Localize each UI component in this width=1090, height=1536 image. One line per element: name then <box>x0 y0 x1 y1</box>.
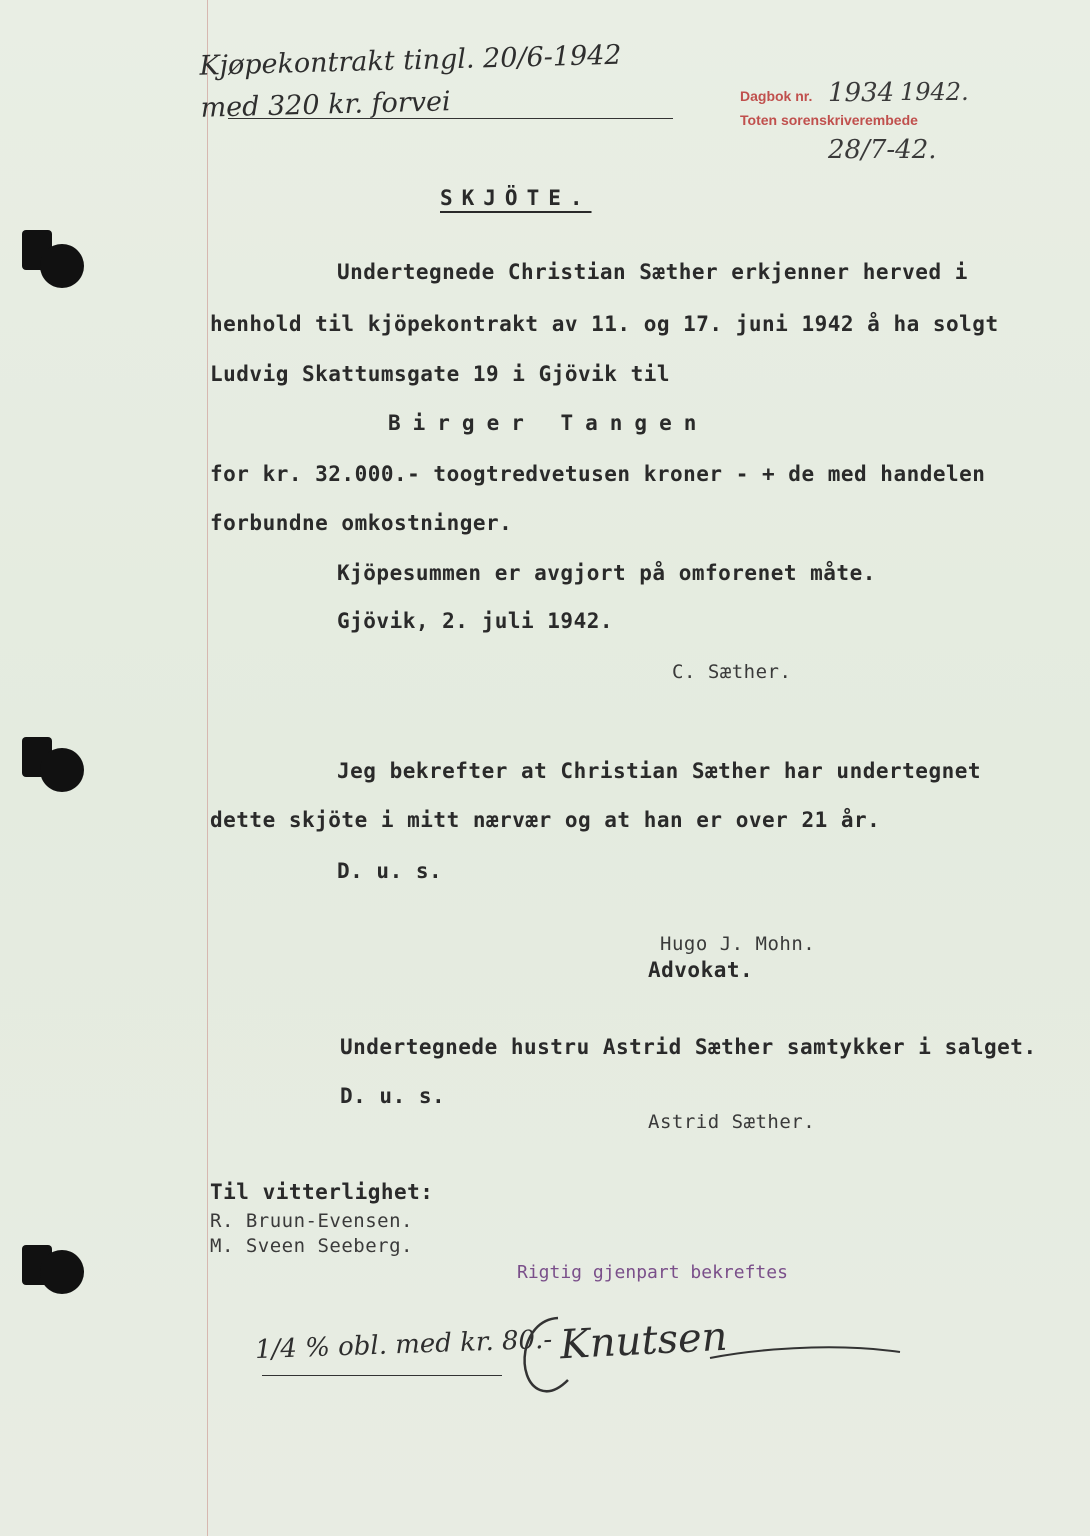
binding-hole <box>40 244 84 288</box>
binding-hole <box>40 748 84 792</box>
handnote-underline <box>228 118 673 119</box>
paragraph-line: forbundne omkostninger. <box>210 511 513 535</box>
paragraph-line: Undertegnede hustru Astrid Sæther samtykker i salget. <box>340 1035 1037 1059</box>
stamp-date: 28/7-42. <box>828 135 937 165</box>
signature-c-saether: C. Sæther. <box>672 661 792 683</box>
signature-flourish <box>510 1310 910 1400</box>
stamp-dagbok-number: 1934 <box>828 78 895 108</box>
signature-title: Advokat. <box>648 958 754 982</box>
dus-line: D. u. s. <box>340 1084 446 1108</box>
certified-copy-stamp: Rigtig gjenpart bekreftes <box>517 1262 788 1283</box>
witness-heading: Til vitterlighet: <box>210 1180 434 1204</box>
buyer-name: Birger Tangen <box>388 411 709 435</box>
clerk-signature: Knutsen <box>558 1313 729 1369</box>
signature-astrid-saether: Astrid Sæther. <box>648 1111 816 1133</box>
paragraph-line: Ludvig Skattumsgate 19 i Gjövik til <box>210 362 671 386</box>
paragraph-line: Jeg bekrefter at Christian Sæther har undertegnet <box>337 759 982 783</box>
binding-hole <box>40 1250 84 1294</box>
handnote-line1: Kjøpekontrakt tingl. 20/6-1942 med 320 kr. forvei <box>199 39 622 124</box>
witness-name: R. Bruun-Evensen. <box>210 1210 413 1232</box>
paragraph-line: dette skjöte i mitt nærvær og at han er over 21 år. <box>210 808 881 832</box>
paragraph-line: Kjöpesummen er avgjort på omforenet måte. <box>337 561 876 585</box>
registration-stamp <box>740 88 812 104</box>
signature-hugo-mohn: Hugo J. Mohn. <box>660 933 816 955</box>
dus-line: D. u. s. <box>337 859 443 883</box>
witness-name: M. Sveen Seeberg. <box>210 1235 413 1257</box>
place-date: Gjövik, 2. juli 1942. <box>337 609 614 633</box>
paragraph-line: for kr. 32.000.- toogtredvetusen kroner - + de med handelen <box>210 462 986 486</box>
fee-underline <box>262 1375 502 1376</box>
handwritten-note <box>199 34 641 129</box>
margin-line <box>207 0 208 1536</box>
stamp-office: Toten sorenskriverembede <box>740 112 918 128</box>
fee-handnote: 1/4 % obl. med kr. 80.- <box>254 1324 553 1366</box>
stamp-year: 1942. <box>900 78 969 106</box>
paragraph-line: Undertegnede Christian Sæther erkjenner herved i <box>337 260 968 284</box>
document-title: SKJÖTE. <box>440 186 592 210</box>
stamp-dagbok-label: Dagbok nr. <box>740 88 813 104</box>
paragraph-line: henhold til kjöpekontrakt av 11. og 17. juni 1942 å ha solgt <box>210 312 999 336</box>
